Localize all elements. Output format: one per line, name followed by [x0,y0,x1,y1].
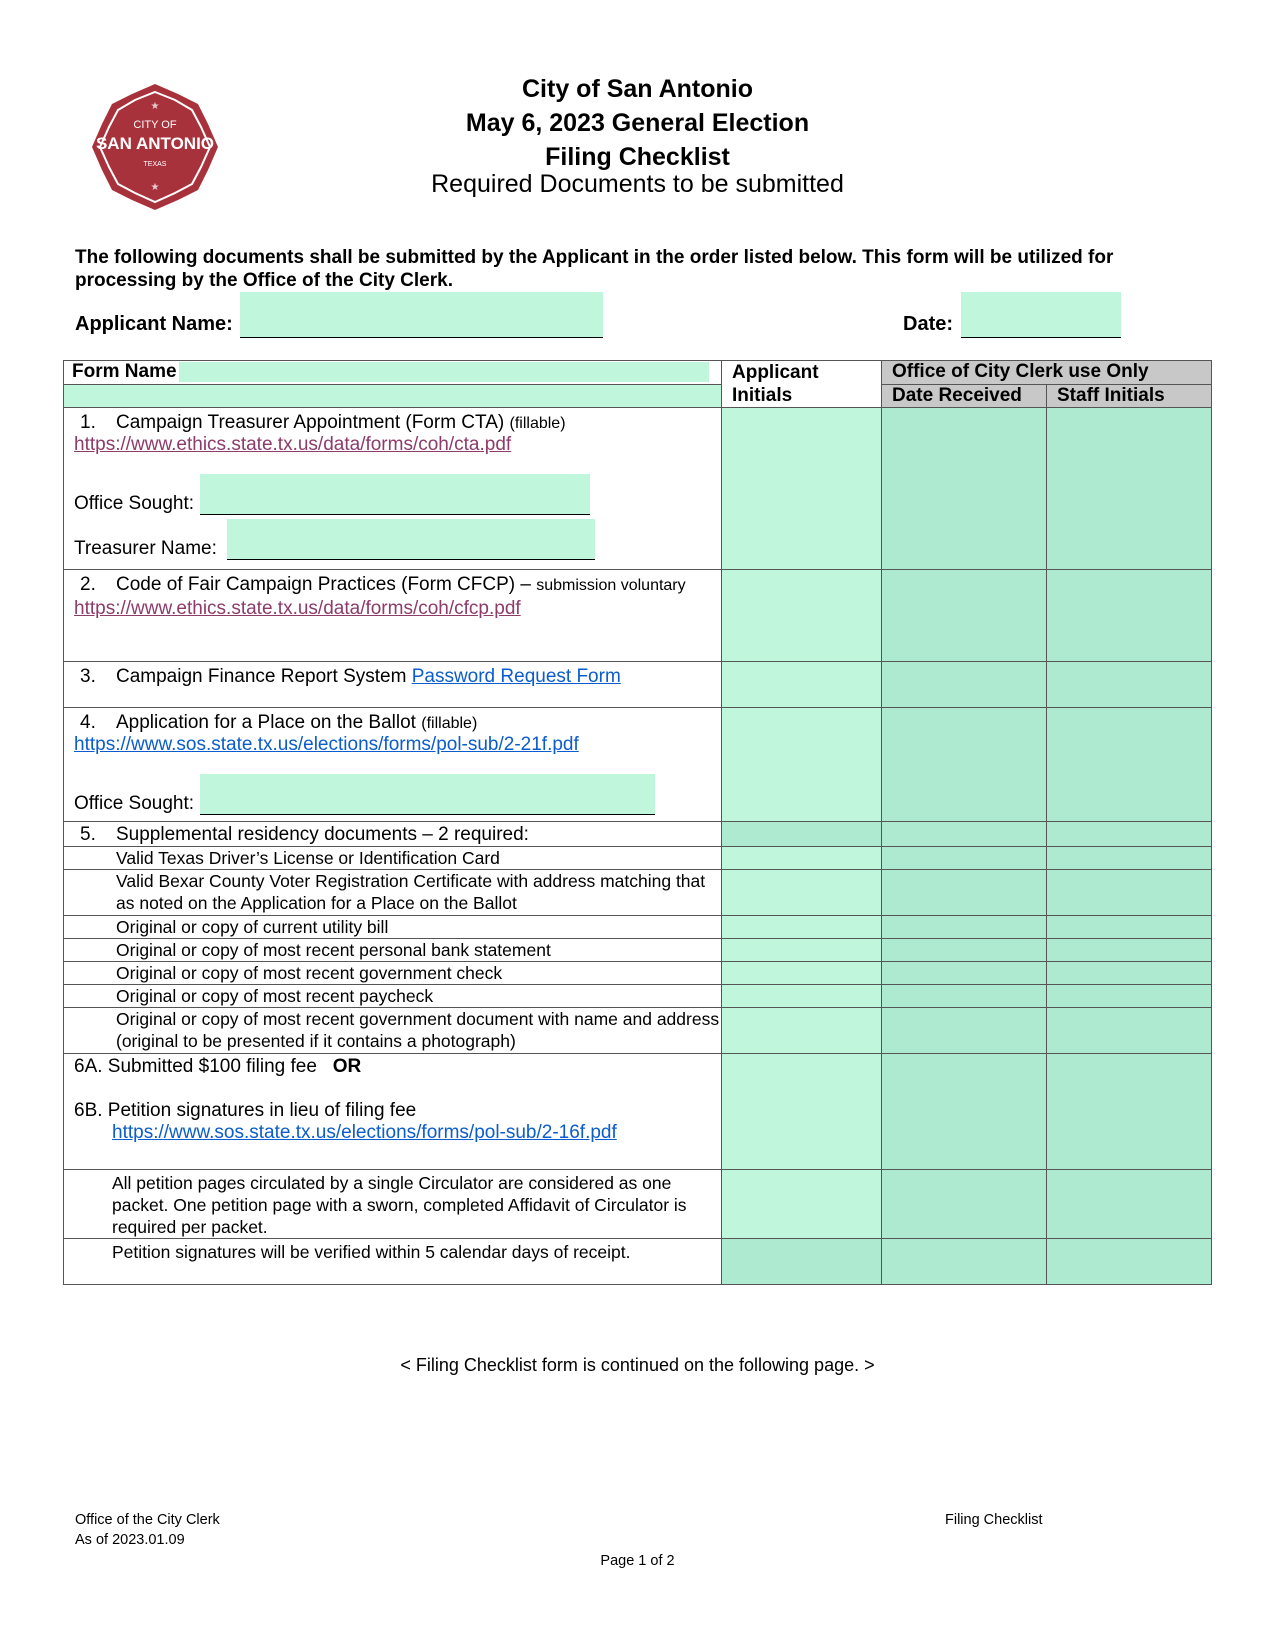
applicant-name-label: Applicant Name: [75,313,233,335]
cta-form-link[interactable]: https://www.ethics.state.tx.us/data/forms/coh/cta.pdf [74,434,512,455]
page-number: Page 1 of 2 [600,1553,675,1569]
ballot-application-link[interactable]: https://www.sos.state.tx.us/elections/forms/pol-sub/2-21f.pdf [74,734,579,755]
seal-text-top: CITY OF [133,119,177,131]
page-title-city: City of San Antonio [522,75,753,103]
residency-doc-applicant-initials[interactable] [722,916,882,939]
svg-text:★: ★ [150,182,160,193]
password-request-form-link[interactable]: Password Request Form [411,666,621,687]
item-4-applicant-initials[interactable] [722,708,882,822]
item-2-date-received[interactable] [882,570,1047,662]
petition-verification-date-received[interactable] [882,1239,1047,1285]
residency-doc-applicant-initials[interactable] [722,1008,882,1054]
page-title-election: May 6, 2023 General Election [465,109,810,137]
item-5-staff-initials[interactable] [1047,822,1212,847]
residency-doc-item: Valid Bexar County Voter Registration Certificate with address matching that as noted on the Application for a Place on the Ballot [64,870,722,916]
item-6-applicant-initials[interactable] [722,1054,882,1170]
petition-verification-note: Petition signatures will be verified within 5 calendar days of receipt. [64,1239,722,1285]
residency-doc-applicant-initials[interactable] [722,870,882,916]
footer-form-title: Filing Checklist [945,1512,1043,1528]
item-6-staff-initials[interactable] [1047,1054,1212,1170]
office-use-header: Office of City Clerk use Only [882,361,1212,385]
residency-doc-staff-initials[interactable] [1047,939,1212,962]
residency-doc-item: Original or copy of most recent government check [64,962,722,985]
item-2-staff-initials[interactable] [1047,570,1212,662]
residency-doc-date-received[interactable] [882,939,1047,962]
residency-doc-date-received[interactable] [882,916,1047,939]
petition-form-link[interactable]: https://www.sos.state.tx.us/elections/forms/pol-sub/2-16f.pdf [112,1122,617,1143]
item-4-office-sought-field[interactable] [200,774,655,815]
item-1-date-received[interactable] [882,408,1047,570]
petition-packet-applicant-initials[interactable] [722,1170,882,1239]
residency-doc-item: Original or copy of most recent paycheck [64,985,722,1008]
item-5-date-received[interactable] [882,822,1047,847]
form-name-subheader-field[interactable] [64,385,722,408]
item-4-date-received[interactable] [882,708,1047,822]
residency-doc-item: Original or copy of current utility bill [64,916,722,939]
treasurer-name-field[interactable] [227,519,595,560]
item-6-cell: 6A. Submitted $100 filing fee OR 6B. Petition signatures in lieu of filing fee https://www.sos.state.tx.us/elections/forms/pol-sub/2-16f.pdf [64,1054,722,1170]
item-3-applicant-initials[interactable] [722,662,882,708]
item-1-staff-initials[interactable] [1047,408,1212,570]
item-1-cell: 1. Campaign Treasurer Appointment (Form CTA) (fillable) https://www.ethics.state.tx.us/data/forms/coh/cta.pdf Office Sought: Treasurer Name: [64,408,722,570]
item-6-date-received[interactable] [882,1054,1047,1170]
residency-doc-date-received[interactable] [882,847,1047,870]
residency-doc-staff-initials[interactable] [1047,962,1212,985]
residency-doc-date-received[interactable] [882,985,1047,1008]
seal-text-bottom: TEXAS [143,161,167,168]
petition-packet-date-received[interactable] [882,1170,1047,1239]
svg-text:★: ★ [150,101,160,112]
form-name-header-field[interactable] [179,362,709,382]
item-1-office-sought-field[interactable] [200,474,590,515]
item-1-applicant-initials[interactable] [722,408,882,570]
residency-doc-item: Valid Texas Driver’s License or Identification Card [64,847,722,870]
item-4-staff-initials[interactable] [1047,708,1212,822]
date-field[interactable] [961,292,1121,338]
checklist-table [63,360,1212,1285]
residency-doc-applicant-initials[interactable] [722,939,882,962]
item-2-applicant-initials[interactable] [722,570,882,662]
residency-doc-staff-initials[interactable] [1047,916,1212,939]
item-4-cell: 4. Application for a Place on the Ballot (fillable) https://www.sos.state.tx.us/elections/forms/pol-sub/2-21f.pdf Office Sought: [64,708,722,822]
residency-doc-applicant-initials[interactable] [722,847,882,870]
residency-doc-applicant-initials[interactable] [722,985,882,1008]
item-3-date-received[interactable] [882,662,1047,708]
residency-doc-date-received[interactable] [882,870,1047,916]
page-subtitle: Required Documents to be submitted [431,170,844,198]
intro-text: The following documents shall be submitted by the Applicant in the order listed below. This form will be utilized for processing by the Office of the City Clerk. [75,247,1114,291]
residency-doc-date-received[interactable] [882,962,1047,985]
continued-note: < Filing Checklist form is continued on the following page. > [400,1355,875,1375]
residency-doc-staff-initials[interactable] [1047,870,1212,916]
petition-packet-staff-initials[interactable] [1047,1170,1212,1239]
item-3-staff-initials[interactable] [1047,662,1212,708]
petition-verification-staff-initials[interactable] [1047,1239,1212,1285]
item-5-cell: 5. Supplemental residency documents – 2 required: [64,822,722,847]
residency-doc-item: Original or copy of most recent government document with name and address (original to be presented if it contains a photograph) [64,1008,722,1054]
residency-doc-staff-initials[interactable] [1047,1008,1212,1054]
residency-doc-item: Original or copy of most recent personal bank statement [64,939,722,962]
page-title-checklist: Filing Checklist [545,143,730,171]
footer-date: As of 2023.01.09 [75,1532,185,1548]
residency-doc-staff-initials[interactable] [1047,985,1212,1008]
residency-doc-staff-initials[interactable] [1047,847,1212,870]
petition-verification-applicant-initials[interactable] [722,1239,882,1285]
seal-text-main: SAN ANTONIO [95,134,215,153]
item-3-cell: 3. Campaign Finance Report System Password Request Form [64,662,722,708]
residency-doc-date-received[interactable] [882,1008,1047,1054]
date-label: Date: [903,313,954,335]
item-5-applicant-initials[interactable] [722,822,882,847]
item-2-cell: 2. Code of Fair Campaign Practices (Form CFCP) – submission voluntary https://www.ethics.state.tx.us/data/forms/coh/cfcp.pdf [64,570,722,662]
residency-doc-applicant-initials[interactable] [722,962,882,985]
date-received-header: Date Received [882,385,1047,408]
footer-office: Office of the City Clerk [75,1512,220,1528]
cfcp-form-link[interactable]: https://www.ethics.state.tx.us/data/forms/coh/cfcp.pdf [74,598,521,619]
applicant-initials-header: Applicant Initials [722,361,882,408]
form-name-header: Form Name [64,361,722,385]
applicant-name-field[interactable] [240,292,603,338]
staff-initials-header: Staff Initials [1047,385,1212,408]
petition-packet-note: All petition pages circulated by a single Circulator are considered as one packet. One petition page with a sworn, completed Affidavit of Circulator is required per packet. [64,1170,722,1239]
